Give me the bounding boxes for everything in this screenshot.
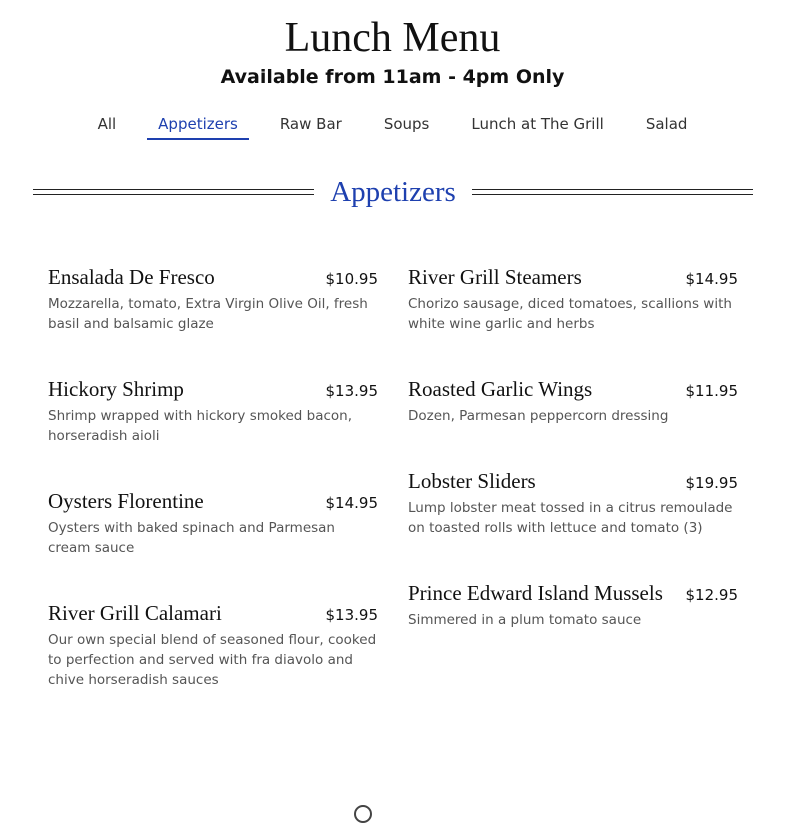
page-title: Lunch Menu	[284, 15, 501, 61]
menu-item	[408, 264, 738, 376]
menu-item	[48, 600, 378, 712]
category-tabs	[0, 112, 785, 140]
section-divider-left	[33, 189, 314, 195]
menu-column-right	[408, 264, 738, 692]
item-name: Ensalada De Fresco	[48, 265, 215, 289]
menu-item	[408, 376, 738, 468]
item-description: Oysters with baked spinach and Parmesan cream sauce	[48, 520, 335, 556]
item-price: $13.95	[325, 382, 378, 400]
section-title: Appetizers	[330, 176, 456, 208]
item-name: Prince Edward Island Mussels	[408, 581, 663, 605]
item-price: $19.95	[685, 474, 738, 492]
tab-soups[interactable]: Soups	[383, 115, 430, 133]
item-name: Roasted Garlic Wings	[408, 377, 593, 401]
item-description: Mozzarella, tomato, Extra Virgin Olive Oil, fresh basil and balsamic glaze	[48, 296, 368, 332]
item-price: $13.95	[325, 606, 378, 624]
item-name: Oysters Florentine	[48, 489, 204, 513]
menu-column-left	[48, 264, 378, 712]
item-price: $12.95	[685, 586, 738, 604]
tab-raw-bar[interactable]: Raw Bar	[279, 115, 342, 133]
item-description: Shrimp wrapped with hickory smoked bacon, horseradish aioli	[48, 408, 353, 444]
menu-item	[48, 264, 378, 376]
tab-all[interactable]: All	[97, 115, 117, 133]
tab-lunch-at-the-grill[interactable]: Lunch at The Grill	[471, 115, 604, 133]
item-description: Simmered in a plum tomato sauce	[408, 612, 642, 628]
item-price: $14.95	[685, 270, 738, 288]
item-name: River Grill Calamari	[48, 601, 222, 625]
item-description: Chorizo sausage, diced tomatoes, scallions with white wine garlic and herbs	[408, 296, 732, 332]
tab-appetizers[interactable]: Appetizers	[147, 112, 249, 140]
item-description: Our own special blend of seasoned flour, cooked to perfection and served with fra diavolo and chive horseradish sauces	[48, 632, 377, 688]
item-price: $11.95	[685, 382, 738, 400]
menu-item	[408, 468, 738, 580]
partial-icon	[354, 805, 372, 823]
item-price: $14.95	[325, 494, 378, 512]
item-name: Lobster Sliders	[408, 469, 536, 493]
tab-salad[interactable]: Salad	[645, 115, 688, 133]
menu-item	[408, 580, 738, 692]
section-divider-right	[472, 189, 753, 195]
item-name: River Grill Steamers	[408, 265, 582, 289]
section-header	[33, 170, 753, 214]
item-description: Lump lobster meat tossed in a citrus remoulade on toasted rolls with lettuce and tomato (3)	[408, 500, 733, 536]
item-name: Hickory Shrimp	[48, 377, 184, 401]
item-description: Dozen, Parmesan peppercorn dressing	[408, 408, 669, 424]
item-price: $10.95	[325, 270, 378, 288]
menu-item	[48, 488, 378, 600]
page-subtitle: Available from 11am - 4pm Only	[220, 66, 565, 88]
menu-item	[48, 376, 378, 488]
